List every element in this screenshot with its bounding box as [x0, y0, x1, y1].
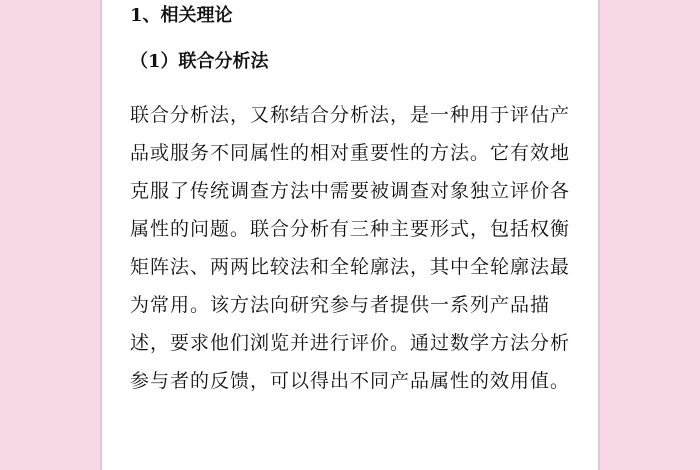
document-page — [100, 0, 600, 470]
section-heading: 1、相关理论 — [130, 5, 233, 26]
body-paragraph: 联合分析法，又称结合分析法，是一种用于评估产品或服务不同属性的相对重要性的方法。它有效地克服了传统调查方法中需要被调查对象独立评价各属性的问题。联合分析有三种主要形式，包括权衡矩阵法、两两比较法和全轮廓法，其中全轮廓法最为常用。该方法向研究参与者提供一系列产品描述，要求他们浏览并进行评价。通过数学方法分析参与者的反馈，可以得出不同产品属性的效用值。 — [130, 104, 571, 392]
subsection-heading: （1）联合分析法 — [130, 51, 269, 72]
